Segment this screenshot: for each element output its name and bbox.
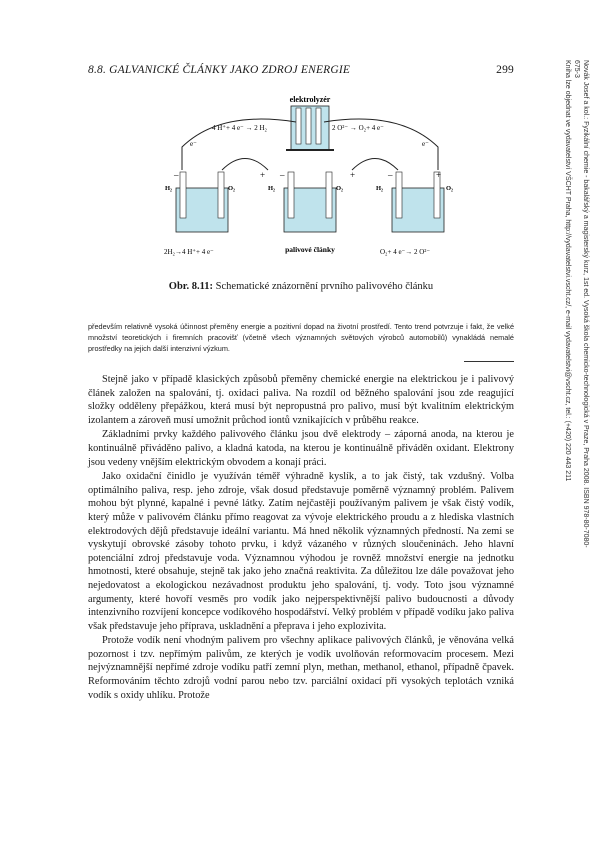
side-citation <box>520 60 590 560</box>
svg-text:O₂: O₂ <box>336 185 344 192</box>
paragraph-1: Stejně jako v případě klasických způsobů přeměny chemické energie na elektrickou je i palivový článek založen na spalování, tj. oxidaci paliva. Na rozdíl od běžného spalování jsou zde reagující složky odděleny přepážkou, která musí být nepropustná pro palivo, musí být kvalitním elektrickým izolantem a zároveň musí umožnit průchod iontů vznikajících v průběhu reakce. <box>88 374 514 426</box>
fuel-cell-3 <box>350 170 453 232</box>
fuel-cell-1 <box>165 170 235 232</box>
anode-reaction: 2H₂→4 H⁺+ 4 e⁻ <box>164 248 214 256</box>
separator-rule <box>464 361 514 362</box>
page-number: 299 <box>496 64 514 76</box>
cathode-reaction: O₂+ 4 e⁻→ 2 O²⁻ <box>380 248 431 256</box>
running-header <box>88 64 514 80</box>
fuel-cells-label: palivové články <box>285 245 335 254</box>
paragraph-2: Základními prvky každého palivového článku jsou dvě elektrody – záporná anoda, na kterou je kontinuálně přiváděno palivo, a kladná katoda, na kterou je kontinuálně přiváděn oxidant. Elektrony jsou vedeny vnějším elektrickým obvodem a konají práci. <box>88 429 514 468</box>
svg-text:H₂: H₂ <box>376 185 384 192</box>
sans-paragraph: především relativně vysoká účinnost přeměny energie a pozitivní dopad na životní prostředí. Tento trend potvrzuje i fakt, že velké množství teoretických i firemních pracovišť (včetně všech významných světových výrobců automobilů) vynakládá nemalé prostředky na jejich další intenzivní výzkum. <box>88 322 514 353</box>
svg-text:O₂: O₂ <box>228 185 236 192</box>
svg-text:+: + <box>260 170 266 180</box>
electrolyzer-label: elektrolyzér <box>289 95 331 104</box>
left-reaction: 4 H⁺+ 4 e⁻ → 2 H₂ <box>212 124 267 132</box>
caption-label: Obr. 8.11: <box>168 281 214 292</box>
svg-text:+: + <box>350 170 356 180</box>
electrolyzer-tube-right <box>316 108 321 144</box>
electron-right: e⁻ <box>422 140 429 148</box>
svg-text:–: – <box>388 170 393 180</box>
paragraph-4: Protože vodík není vhodným palivem pro všechny aplikace palivových článků, je věnována velká pozornost i tzv. nepřímým palivům, ze kterých je vodík uvolňován reformovacím procesem. Mezi nejvýznamnější nepřímé zdroje vodíku patří zemní plyn, methan, methanol, ethanol, případně čpavek. Reformováním těchto zdrojů vodní parou nebo tzv. parciální oxidací při vysokých teplotách vzniká vodík s oxidy uhlíku. Protože <box>88 635 514 701</box>
citation-line-2: Kniha lze objednat ve vydavatelství VŠCHT Praha, http://vydavatelstvi.vscht.cz/, e-mail vydavatelstvi@vscht.cz, tel.: (+420) 220 443 211 <box>564 60 571 482</box>
electrolyzer-tube-mid <box>306 108 311 144</box>
svg-text:–: – <box>174 170 179 180</box>
caption-text: Schematické znázornění prvního palivového článku <box>213 281 434 292</box>
fuel-cell-diagram <box>160 92 460 262</box>
right-reaction: 2 O²⁻ → O₂+ 4 e⁻ <box>332 124 384 132</box>
citation-line-1: Novák Josef a kol.: Fyzikální chemie - bakalářský a magisterský kurz, 1st ed. Vysoká škola chemicko-technologická v Praze, Praha 2008. ISBN 978-80-7080-675-3 <box>573 60 589 548</box>
paragraph-3: Jako oxidační činidlo je využíván téměř výhradně kyslík, a to jak čistý, tak vzdušný. Volba optimálního paliva, resp. jeho zdroje, však dosud představuje poměrně významný problém. Palivem mohou být plynné, kapalné i pevné látky. Zatím nejčastěji používaným palivem je však čistý vodík, který může v palivovém článku přímo reagovat za vývoje elektrického proudu a z hlediska vlastních elektrodových dějů představuje ideální variantu. Má hned několik významných předností. Na zemi se vyskytují obrovské zásoby tohoto prvku, i když vázaného v různých sloučeninách. Jeho hlavní potenciální zdroj představuje voda. Významnou výhodou je rovněž množství energie na jednotku hmotnosti, které obsahuje, stejně tak jako jeho značná reaktivita. Za důležitou lze dále považovat jeho nejedovatost a ekologickou nezávadnost produktu jeho spalování, tj. vody. Toto jsou významné argumenty, které hovoří vesměs pro vodík jako nejperspektivnější palivo budoucnosti a důvody intenzivního rozvíjení koncepce vodíkového hospodářství. Velký problém v případě vodíku jako paliva však představuje jeho příprava, uskladnění a přeprava i jeho explozivita. <box>88 471 514 632</box>
svg-text:H₂: H₂ <box>268 185 276 192</box>
chapter-title: 8.8. GALVANICKÉ ČLÁNKY JAKO ZDROJ ENERGIE <box>88 64 351 76</box>
electrolyzer-tube-left <box>296 108 301 144</box>
fuel-cell-figure <box>160 92 460 262</box>
svg-text:O₂: O₂ <box>446 185 454 192</box>
bridge-2 <box>352 159 398 171</box>
fuel-cell-2 <box>260 170 343 232</box>
svg-text:–: – <box>280 170 285 180</box>
svg-text:H₂: H₂ <box>165 185 173 192</box>
svg-text:+: + <box>436 170 442 180</box>
body-text <box>88 373 514 703</box>
bridge-1 <box>222 159 268 171</box>
figure-caption <box>88 281 514 292</box>
electron-left: e⁻ <box>190 140 197 148</box>
